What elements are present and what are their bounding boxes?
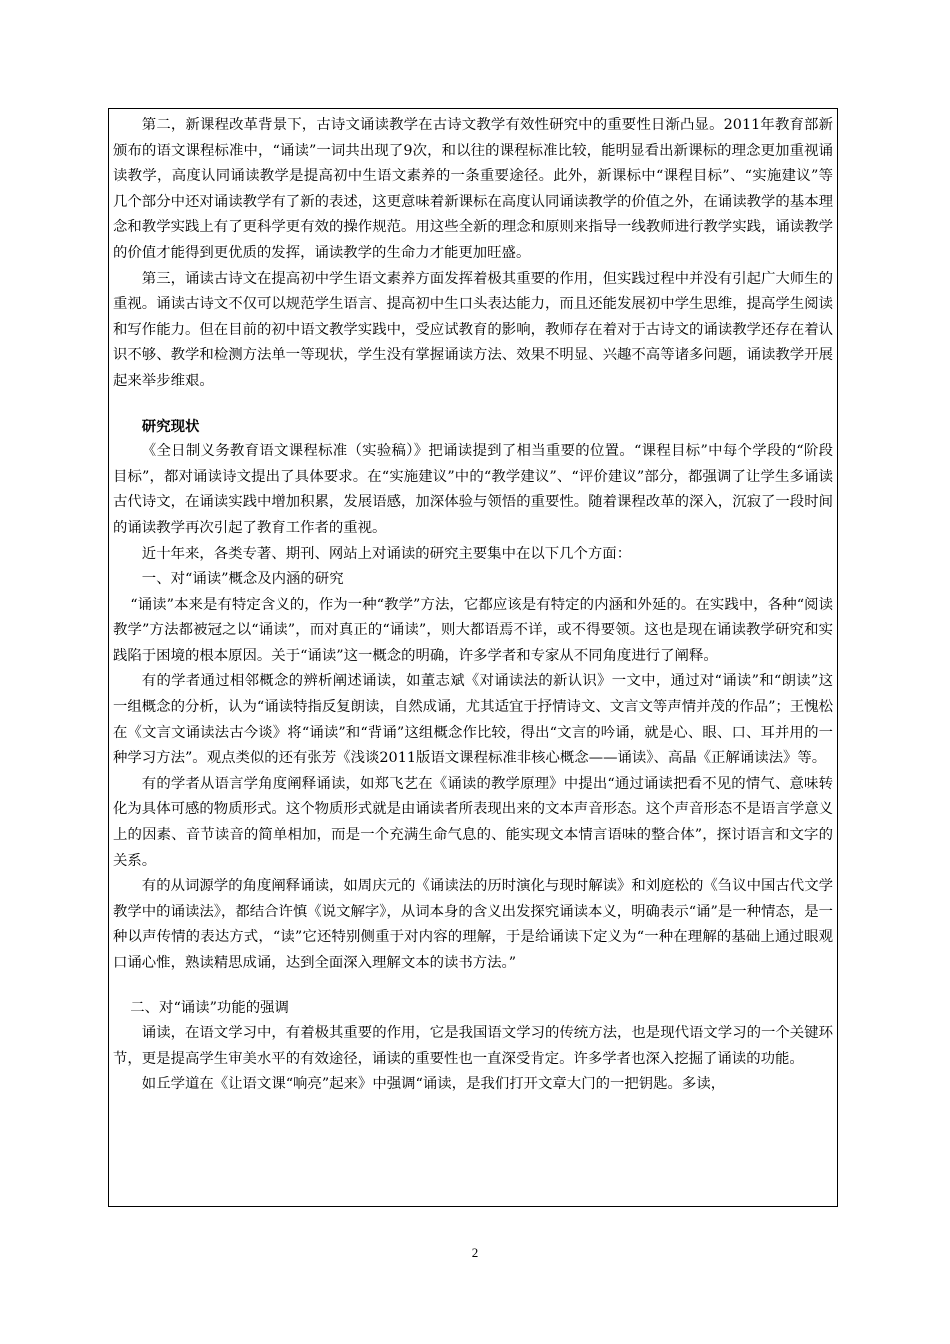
subheading-function: 二、对“诵读”功能的强调: [130, 999, 289, 1016]
section-heading-research-status: 研究现状: [141, 417, 200, 435]
paragraph-recent-research: 近十年来，各类专著、期刊、网站上对诵读的研究主要集中在以下几个方面：: [141, 545, 632, 562]
paragraph-curriculum-standard: 《全日制义务教育语文课程标准（实验稿）》把诵读提到了相当重要的位置。“课程目标”中每个学段的“阶段目标”，都对诵读诗文提出了具体要求。在“实施建议”中的“教学建议”、“评价建议”部分，都强调了让学生多诵读古代诗文，在诵读实践中增加积累，发展语感，加深体验与领悟的重要性。随着课程改革的深入，沉寂了一段时间的诵读教学再次引起了教育工作者的重视。: [113, 443, 833, 536]
page-number: 2: [471, 1245, 479, 1260]
paragraph-etymology-angle: 有的从词源学的角度阐释诵读，如周庆元的《诵读法的历时演化与现时解读》和刘庭松的《刍议中国古代文学教学中的诵读法》，都结合许慎《说文解字》，从词本身的含义出发探究诵读本义，明确表示“诵”是一种情态，是一种以声传情的表达方式，“读”它还特别侧重于对内容的理解，于是给诵读下定义为“一种在理解的基础上通过眼观口诵心惟，熟读精思成诵，达到全面深入理解文本的读书方法。”: [113, 878, 833, 971]
paragraph-linguistic-angle: 有的学者从语言学角度阐释诵读，如郑飞艺在《诵读的教学原理》中提出“通过诵读把看不见的情气、意味转化为具体可感的物质形式。这个物质形式就是由诵读者所表现出来的文本声音形态。这个声音形态不是语言学意义上的因素、音节读音的简单相加，而是一个充满生命气息的、能实现文本情言语味的整合体”，探讨语言和文字的关系。: [113, 775, 833, 869]
paragraph-concept-definition: “诵读”本来是有特定含义的，作为一种“教学”方法，它都应该是有特定的内涵和外延的。在实践中，各种“阅读教学”方法都被冠之以“诵读”，而对真正的“诵读”，则大都语焉不详，或不得要领。这也是现在诵读教学研究和实践陷于困境的根本原因。关于“诵读”这一概念的明确，许多学者和专家从不同角度进行了阐释。: [113, 596, 833, 664]
paragraph-function-importance: 诵读，在语文学习中，有着极其重要的作用，它是我国语文学习的传统方法，也是现代语文学习的一个关键环节，更是提高学生审美水平的有效途径，诵读的重要性也一直深受肯定。许多学者也深入挖掘了诵读的功能。: [113, 1025, 833, 1067]
paragraph-second-point: 第二，新课程改革背景下，古诗文诵读教学在古诗文教学有效性研究中的重要性日渐凸显。2011年教育部新颁布的语文课程标准中，“诵读”一词共出现了9次，和以往的课程标准比较，能明显看出新课标的理念更加重视诵读教学，高度认同诵读教学是提高初中生语文素养的一条重要途径。此外，新课标中“课程目标”、“实施建议”等几个部分中还对诵读教学有了新的表述，这更意味着新课标在高度认同诵读教学的价值之外，在诵读教学的基本理念和教学实践上有了更科学更有效的操作规范。用这些全新的理念和原则来指导一线教师进行教学实践，诵读教学的价值才能得到更优质的发挥，诵读教学的生命力才能更加旺盛。: [113, 117, 833, 261]
paragraph-adjacent-concepts: 有的学者通过相邻概念的辨析阐述诵读，如董志斌《对诵读法的新认识》一文中，通过对“诵读”和“朗读”这一组概念的分析，认为“诵读特指反复朗读，自然成诵，尤其适宜于抒情诗文、文言文等声情并茂的作品”；王愧松在《文言文诵读法古今谈》将“诵读”和“背诵”这组概念作比较，得出“文言的吟诵，就是心、眼、口、耳并用的一种学习方法”。观点类似的还有张芳《浅谈2011版语文课程标准非核心概念——诵读》、高晶《正解诵读法》等。: [113, 673, 833, 767]
document-table-cell: [108, 108, 838, 1207]
subheading-concept: 一、对“诵读”概念及内涵的研究: [141, 571, 344, 588]
paragraph-third-point: 第三，诵读古诗文在提高初中学生语文素养方面发挥着极其重要的作用，但实践过程中并没有引起广大师生的重视。诵读古诗文不仅可以规范学生语言、提高初中生口头表达能力，而且还能发展初中学生思维，提高学生阅读和写作能力。但在目前的初中语文教学实践中，受应试教育的影响，教师存在着对于古诗文的诵读教学还存在着认识不够、教学和检测方法单一等现状，学生没有掌握诵读方法、效果不明显、兴趣不高等诸多问题，诵读教学开展起来举步维艰。: [113, 270, 833, 389]
spacer: [113, 395, 833, 414]
paragraph-qiu-xuedao: 如丘学道在《让语文课“响亮”起来》中强调“诵读，是我们打开文章大门的一把钥匙。多读，: [141, 1076, 726, 1093]
document-body: [113, 113, 833, 1098]
spacer: [113, 977, 833, 996]
